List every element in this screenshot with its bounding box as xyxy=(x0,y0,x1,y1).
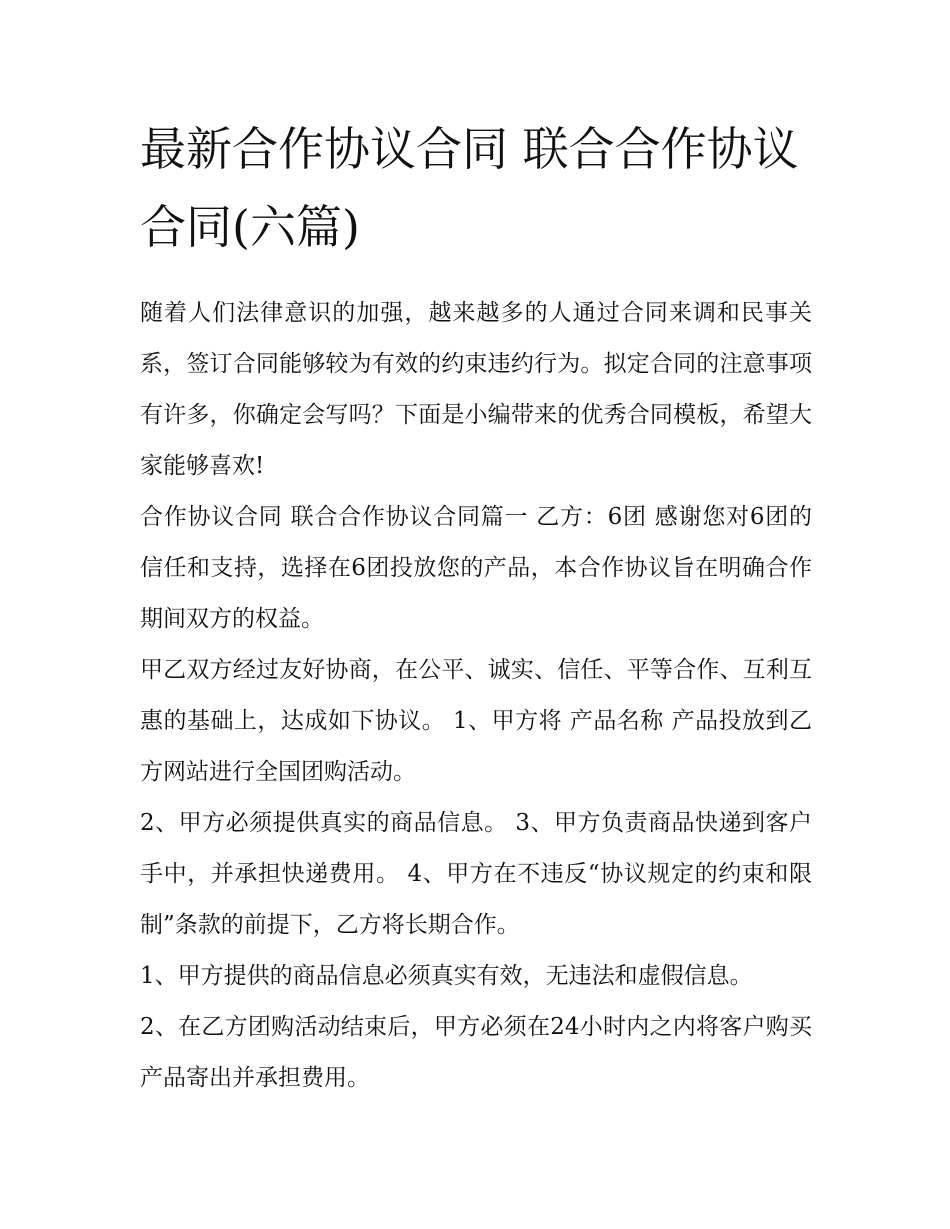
document-title: 最新合作协议合同 联合合作协议合同(六篇) xyxy=(140,122,799,254)
paragraph-info-requirement: 1、甲方提供的商品信息必须真实有效，无违法和虚假信息。 xyxy=(140,963,753,989)
document-page xyxy=(140,110,812,1104)
paragraph-intro: 随着人们法律意识的加强，越来越多的人通过合同来调和民事关系，签订合同能够较为有效的约束违约行为。拟定合同的注意事项有许多，你确定会写吗？下面是小编带来的优秀合同模板，希望大家能够喜欢! xyxy=(140,300,812,479)
paragraph-agreement-one: 合作协议合同 联合合作协议合同篇一 乙方：6团 感谢您对6团的信任和支持，选择在6团投放您的产品，本合作协议旨在明确合作期间双方的权益。 xyxy=(140,504,812,632)
paragraph-obligations: 2、甲方必须提供真实的商品信息。 3、甲方负责商品快递到客户手中，并承担快递费用。 4、甲方在不违反“协议规定的约束和限制”条款的前提下，乙方将长期合作。 xyxy=(140,810,812,938)
paragraph-shipping-requirement: 2、在乙方团购活动结束后，甲方必须在24小时内之内将客户购买产品寄出并承担费用。 xyxy=(140,1014,812,1091)
paragraph-negotiation: 甲乙双方经过友好协商，在公平、诚实、信任、平等合作、互利互惠的基础上，达成如下协议。 1、甲方将 产品名称 产品投放到乙方网站进行全国团购活动。 xyxy=(140,657,812,785)
